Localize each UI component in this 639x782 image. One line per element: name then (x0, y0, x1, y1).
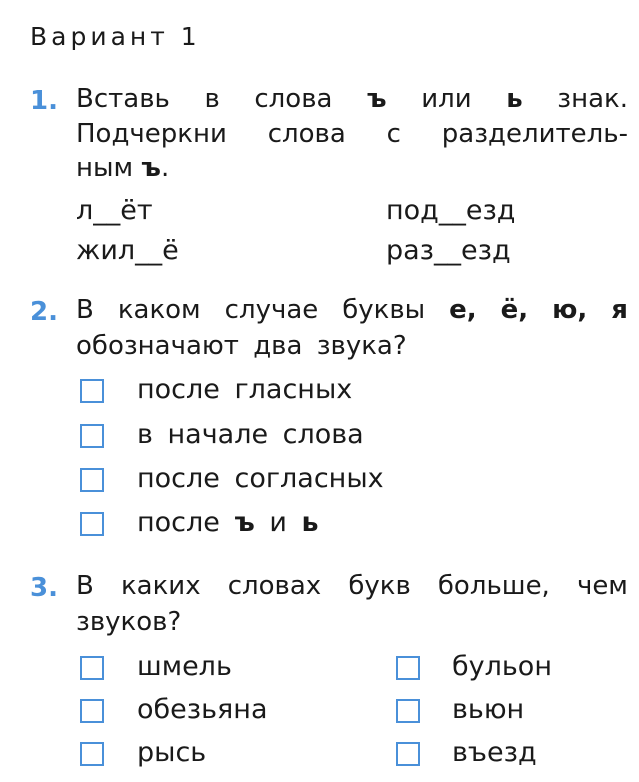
question-1-line-1 (76, 84, 628, 114)
checkbox[interactable] (80, 699, 104, 723)
q1-word-fill[interactable]: раз__езд (386, 235, 511, 266)
q3-word: больше, (437, 571, 550, 601)
question-3-number: 3. (30, 573, 58, 603)
q2-word: В (76, 295, 94, 325)
q2-letter: я (611, 295, 628, 325)
q2-word: каком (117, 295, 201, 325)
question-3-line-1 (76, 571, 628, 601)
q1-soft-sign: ь (506, 84, 523, 114)
option-part: и (254, 507, 302, 538)
q1-word: разделитель- (441, 119, 628, 149)
question-2-line-1 (76, 295, 628, 325)
checkbox[interactable] (80, 379, 104, 403)
option-label: после согласных (137, 463, 384, 494)
q1-line3-suffix: . (160, 153, 170, 183)
q2-letter: ю, (552, 295, 588, 325)
option-label: вьюн (452, 694, 525, 725)
checkbox[interactable] (80, 512, 104, 536)
q2-word: случае (224, 295, 319, 325)
checkbox[interactable] (80, 742, 104, 766)
q1-word: Вставь (76, 84, 170, 114)
q1-word: в (204, 84, 220, 114)
q2-letter: ё, (500, 295, 529, 325)
q1-word-fill[interactable]: жил__ё (76, 235, 179, 266)
checkbox[interactable] (396, 656, 420, 680)
checkbox[interactable] (396, 742, 420, 766)
option-label: в начале слова (137, 419, 364, 450)
checkbox[interactable] (80, 468, 104, 492)
checkbox[interactable] (80, 656, 104, 680)
option-label (137, 507, 319, 538)
option-label: шмель (137, 651, 232, 682)
q2-letter: е, (449, 295, 477, 325)
q1-line3-sign: ъ (141, 153, 161, 183)
q1-word: знак. (557, 84, 628, 114)
checkbox[interactable] (396, 699, 420, 723)
q1-word: Подчеркни (76, 119, 227, 149)
option-label: въезд (452, 737, 537, 768)
option-part: после (137, 507, 235, 538)
question-1-line-3 (76, 153, 169, 183)
option-label: рысь (137, 737, 207, 768)
question-2-number: 2. (30, 297, 58, 327)
q2-word: буквы (342, 295, 426, 325)
q3-word: каких (120, 571, 201, 601)
q1-hard-sign: ъ (367, 84, 387, 114)
question-3-line-2: звуков? (76, 607, 182, 637)
q3-word: чем (576, 571, 628, 601)
option-soft-sign: ь (301, 507, 319, 538)
option-label: бульон (452, 651, 552, 682)
q1-word: с (386, 119, 401, 149)
q1-word-fill[interactable]: под__езд (386, 195, 516, 226)
q3-word: букв (348, 571, 411, 601)
q1-word: слова (267, 119, 346, 149)
q1-line3-prefix: ным (76, 153, 142, 183)
q1-word: слова (254, 84, 333, 114)
option-label: после гласных (137, 374, 353, 405)
q1-word-fill[interactable]: л__ёт (76, 195, 153, 226)
option-hard-sign: ъ (234, 507, 255, 538)
question-2-line-2: обозначают два звука? (76, 331, 407, 361)
checkbox[interactable] (80, 424, 104, 448)
q3-word: словах (227, 571, 322, 601)
q3-word: В (76, 571, 94, 601)
q1-word: или (421, 84, 472, 114)
option-label: обезьяна (137, 694, 268, 725)
question-1-line-2 (76, 119, 628, 149)
variant-title: Вариант 1 (30, 22, 201, 51)
question-1-number: 1. (30, 86, 58, 116)
